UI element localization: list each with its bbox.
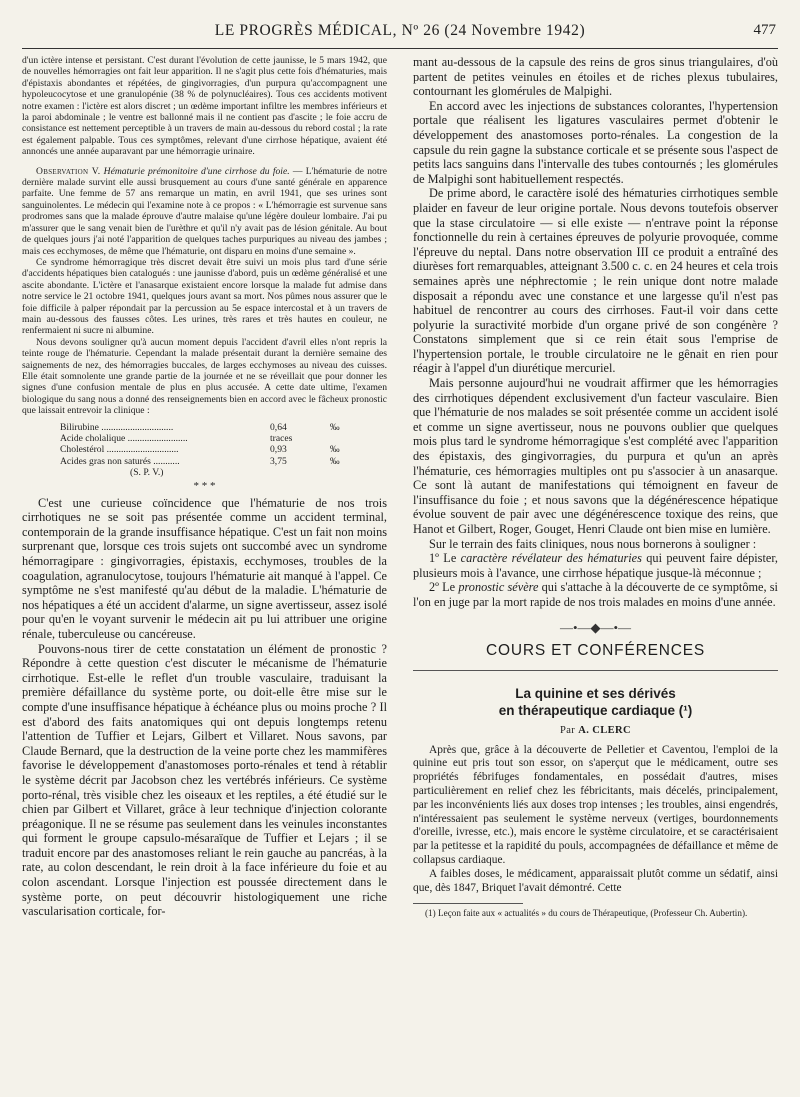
paragraph: Pouvons-nous tirer de cette constatation un élément de pronostic ? Répondre à cette question c'est discuter le mécanisme de l'hématurie cirrhotique. Est-elle le reflet d'un trouble vasculaire, traduisant la première défaillance du système porte, ou doit-elle être mise sur le compte d'une insuffisance hépatique à échéance plus ou moins proche ? Il est d'abord des faits anatomiques qui ont depuis longtemps retenu l'attention de Tuffier et Lejars, Gilbert et Villaret. Nous savons, par Claude Bernard, que la destruction de la veine porte chez les mammifères favorise le développement d'anastomoses porto-rénales et tend à rétablir le système décrit par Jacobson chez les vertébrés inférieurs. Ce système porto-rénal, très visible chez les oiseaux et les reptiles, a été étudié sur le chien par Gilbert et Villaret, grâce à leur technique d'injection colorante préagonique. Il ne se résume pas seulement dans les veinules inconstantes qui forment le groupe capsulo-mésaraïque de Tuffier et Lejars ; il se traduit encore par des anastomoses reliant le rein gauche au pancréas, à la rate, au colon descendant, le rein droit à la face inférieure du foie et au colon ascendant. Lorsque l'injection est poussée directement dans le système porte, on peut découvrir histologiquement une riche vascularisation corticale, for-	[22, 641, 387, 919]
author-prefix: Par	[559, 724, 576, 736]
lab-name: Acides gras non saturés ...........	[60, 455, 180, 467]
right-column	[413, 55, 778, 919]
list-number: 1º Le	[429, 551, 457, 566]
page-number: 477	[753, 22, 776, 38]
paragraph: d'un ictère intense et persistant. C'est durant l'évolution de cette jaunisse, le 5 mars 1942, que de nouvelles hémorragies ont fait leur apparition. Il ne s'agit plus cette fois d'hématuries, mais d'épistaxis abondantes et répétées, de gingivorragies, d'un purpura qu'accompagnent une hypoleucocytose et une granulopénie (38 % de polynucléaires). Tous ces accidents motivent notre examen : l'ictère est alors discret ; un œdème important infiltre les membres inférieurs et la paroi abdominale ; le ventre est ballonné mais il ne contient pas d'ascite ; le foie accru de consistance est nettement perceptible à un travers de main au-dessous du rebord costal ; la rate est également palpable. Tous ces symptômes, relevant d'une cirrhose hépatique, avaient été annoncés une année auparavant par une hémorragie urinaire.	[22, 55, 387, 158]
lab-row	[60, 433, 387, 444]
emphasis: caractère révélateur des hématuries	[460, 551, 642, 566]
lab-value: 3,75	[270, 455, 287, 467]
paragraph: Après que, grâce à la découverte de Pelletier et Caventou, l'emploi de la quinine eut pris tout son essor, on s'aperçut que le médicament, outre ses propriétés fébrifuges fondamentales, en possédait d'autres, mises particulièrement en relief chez les fébricitants, mais décelés, principalement, par les inconvénients liés aux doses trop intenses ; les troubles, ainsi engendrés, n'intéressaient pas seulement le système nerveux (vertiges, bourdonnements d'oreille, ivresse, etc.), mais encore le système circulatoire, et se caractérisaient par la petitesse et la rapidité du pouls, accompagnées de défaillance et même de collapsus cardiaque.	[413, 743, 778, 866]
footnote: (1) Leçon faite aux « actualités » du cours de Thérapeutique, (Professeur Ch. Aubertin).	[425, 908, 748, 919]
paragraph: Mais personne aujourd'hui ne voudrait affirmer que les hémorragies des cirrhotiques dépendent exclusivement d'un facteur vasculaire. Bien que l'hématurie de nos malades se soit présentée comme un accident isolé et comme un signe avertisseur, nous ne pouvons oublier que quelques mois plus tard le syndrome hémorragique s'est complété avec l'apparition des épistaxis, des gingivorragies, du purpura et qu'un an après l'hématurie, ces hémorragies multiples ont pu s'associer à un anasarque. Ce sont là autant de manifestations qui témoignent en faveur de l'insuffisance du foie ; et nous savons que la dégénérescence hépatique évolue souvent de pair avec une dégénérescence toxique des reins, que Hanot et Gilbert, Roger, Gouget, Henri Claude ont bien mise en lumière.	[413, 376, 778, 536]
lab-row	[60, 444, 387, 455]
list-text: qui peuvent faire dépister, plusieurs mois à l'avance, une cirrhose hépatique jusque-là méconnue ;	[413, 551, 778, 580]
small-print-section	[22, 55, 387, 417]
observation-text: — L'hématurie de notre dernière malade survint elle aussi brusquement au cours d'une santé générale en apparence parfaite. Une femme de 57 ans remarque un matin, en avril 1941, que ses urines sont sanguinolentes. Le médecin qui l'examine note à ce propos : « L'hémorragie est survenue sans prodromes sans que la malade éprouve d'autre malaise qu'une légère douleur lombaire. J'ai pu m'assurer que le sang venait bien de l'urèthre et qu'il n'y avait pas de lésion génitale. Au bout de quelques jours j'ai noté l'apparition de quelques taches purpuriques au niveau des jambes ; mais ces ecchymoses, de même que l'hématurie, ont disparu en moins d'une semaine ».	[22, 165, 387, 257]
paragraph: A faibles doses, le médicament, apparaissait plutôt comme un sédatif, ainsi que, dès 1847, Briquet l'avait démontré. Cette	[413, 867, 778, 894]
paragraph: mant au-dessous de la capsule des reins de gros sinus triangulaires, d'où partent de petites veinules en étoiles et de riches plexus tubulaires, contournant les glomérules de Malpighi.	[413, 55, 778, 99]
list-item	[413, 580, 778, 609]
paragraph: Ce syndrome hémorragique très discret devait être suivi un mois plus tard d'une série d'accidents hépatiques bien catalogués : une jaunisse d'abord, puis un œdème généralisé et une ascite abondante. L'ictère et l'anasarque existaient encore lorsque la malade fut admise dans notre service le 21 octobre 1941, quelques jours avant sa mort. Nos pûmes nous assurer que le foie difficile à palper répondait par la percussion au 5e espace intercostal et à un travers de main au-dessous des fausses côtes. Les urines, très rares et très hautes en couleur, ne renfermaient ni sucre ni albumine.	[22, 256, 387, 337]
article-body	[413, 744, 778, 896]
observation-paragraph	[22, 166, 387, 257]
paragraph: En accord avec les injections de substances colorantes, l'hypertension portale que réalisent les ligatures vasculaires permet d'obtenir le développement des anastomoses porto-rénales. La congestion de la capsule du rein gagne la substance corticale et se présente sous l'aspect de petits lacs sanguins dans l'intervalle des tubes contournés ; les glomérules de Malpighi sont habituellement respectés.	[413, 98, 778, 186]
article-title-line: en thérapeutique cardiaque (¹)	[498, 702, 693, 718]
list-text: qui s'attache à la découverte de ce symptôme, si l'on en juge par la mort rapide de nos trois malades en moins d'une année.	[413, 580, 778, 609]
lab-value: traces	[270, 433, 293, 444]
lab-unit: ‰	[330, 421, 340, 433]
article-title	[413, 685, 778, 719]
article-title-line: La quinine et ses dérivés	[515, 685, 676, 701]
observation-heading: Observation V.	[36, 165, 101, 177]
author-name: A. CLERC	[578, 724, 632, 736]
paragraph: Nous devons souligner qu'à aucun moment depuis l'accident d'avril elles n'ont repris la teinte rouge de l'hématurie. Cependant la malade présentait durant la dernière semaine des saignements de nez, des hémorragies buccales, de larges ecchymoses au niveau des cuisses. Elle était somnolente une grande partie de la journée et ne se réveillait que pour donner les signes d'une confusion mentale de plus en plus accusée. A cette date ultime, l'examen biologique du sang nous a donné des renseignements bien en accord avec le fâcheux pronostic que laissait entrevoir la clinique :	[22, 336, 387, 417]
paragraph: C'est une curieuse coïncidence que l'hématurie de nos trois cirrhotiques ne se soit pas présentée comme un accident terminal, contemporain de la grande insuffisance hépatique. C'est un fait non moins surprenant que, lorsque ces trois sujets ont succombé avec un syndrome hémorragipare : gingivorragies, épistaxis, ecchymoses, troubles de la coagulation, agranulocytose, toujours l'hématurie ait manqué à l'appel. Ce symptôme ne s'est manifesté qu'au début de la maladie. L'hématurie de nos hépatiques a été un accident d'alarme, un signe avertisseur, assez isolé pour qu'en le voyant survenir le médecin ait pu lui attribuer une origine rénale, tuberculeuse ou cancéreuse.	[22, 495, 387, 641]
lab-name: Bilirubine ..............................	[60, 421, 174, 433]
emphasis: pronostic sévère	[458, 580, 539, 595]
lab-value: 0,93	[270, 444, 287, 456]
section-rule	[413, 670, 778, 671]
lab-name: Cholestérol ..............................	[60, 444, 179, 456]
running-title: LE PROGRÈS MÉDICAL, Nº 26 (24 Novembre 1942)	[214, 22, 586, 39]
paragraph: Sur le terrain des faits cliniques, nous nous bornerons à souligner :	[429, 536, 757, 551]
observation-title: Hématurie prémonitoire d'une cirrhose du foie.	[103, 165, 290, 177]
list-item	[413, 551, 778, 580]
footnote-rule	[413, 903, 523, 904]
section-ornament: —•—◆—•—	[559, 619, 632, 635]
paragraph: De prime abord, le caractère isolé des hématuries cirrhotiques semble plaider en faveur de leur origine portale. Nous devons toutefois observer que la stase circulatoire — si elle existe — n'entrave point la réponse fonctionnelle du rein à certaines épreuves de polyurie provoquée, comme l'épreuve du neptal. Dans notre observation III ce produit a entraîné des diurèses fort remarquables, atteignant 3.500 c. c. en 24 heures et cela trois semaines après une néphrectomie ; le rein unique dont notre malade disposait a répondu avec une constance et une largesse qu'il n'est pas habituel de rencontrer au cours des cirrhoses. Faut-il voir dans cette polyurie la suractivité morbide d'un organe privé de son congénère ? Constatons simplement que si ce rein était sous l'emprise de l'hypertension portale, le trouble circulatoire ne le gênait en rien pour réagir à l'appel d'un diurétique mercuriel.	[413, 186, 778, 376]
left-column	[22, 55, 387, 919]
lab-results	[60, 422, 387, 479]
lab-unit: ‰	[330, 455, 340, 467]
lab-name: Acide cholalique .........................	[60, 433, 188, 444]
author-line	[413, 725, 778, 736]
lab-signature: (S. P. V.)	[130, 467, 164, 479]
lab-unit: ‰	[330, 444, 340, 456]
asterism: * * *	[193, 479, 216, 492]
main-text-section	[22, 496, 387, 919]
page-header	[22, 18, 778, 49]
main-text-section	[413, 55, 778, 610]
two-column-body	[22, 55, 778, 919]
list-number: 2º Le	[429, 580, 456, 595]
section-title: COURS ET CONFÉRENCES	[486, 641, 705, 659]
lab-value: 0,64	[270, 421, 287, 433]
lab-row	[60, 456, 387, 467]
lab-row	[60, 422, 387, 433]
